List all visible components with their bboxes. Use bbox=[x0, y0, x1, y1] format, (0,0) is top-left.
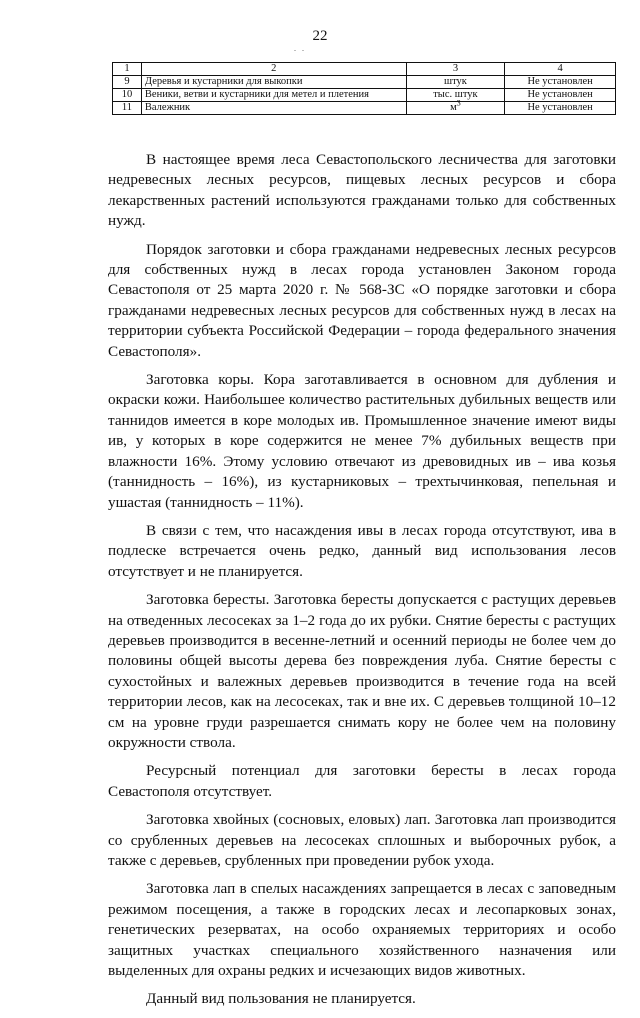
paragraph: Порядок заготовки и сбора гражданами недревесных лесных ресурсов для собственных нужд в лесах города установлен Законом города Севастополя от 25 марта 2020 г. № 568-ЗС «О порядке заготовки и сбора гражданами недревесных лесных ресурсов для собственных нужд в лесах на территории субъекта Российской Федерации – города федерального значения Севастополя». bbox=[108, 240, 616, 360]
header-cell-1: 1 bbox=[113, 63, 142, 76]
header-cell-4: 4 bbox=[505, 63, 616, 76]
paragraph: Заготовка хвойных (сосновых, еловых) лап. Заготовка лап производится со срубленных деревьев на лесосеках сплошных и выборочных рубок, а также с деревьев, срубленных при проведении рубок ухода. bbox=[108, 811, 616, 869]
unit-text: тыс. штук bbox=[433, 89, 478, 100]
unit-text: м bbox=[450, 102, 457, 113]
header-cell-2: 2 bbox=[141, 63, 406, 76]
paragraph: Заготовка коры. Кора заготавливается в основном для дубления и окраски кожи. Наибольшее количество растительных дубильных веществ или таннидов имеется в коре молодых ив. Промышленное значение имеют виды ив, у которых в коре содержится не менее 7% дубильных веществ при влажности 16%. Этому условию отвечают из древовидных ив – ива козья (таннидность – 16%), из кустарниковых – трехтычинковая, пепельная и ушастая (таннидность – 11%). bbox=[108, 371, 616, 511]
row-number: 9 bbox=[113, 76, 142, 89]
paragraph: Ресурсный потенциал для заготовки бересты в лесах города Севастополя отсутствует. bbox=[108, 762, 616, 800]
paragraph: Данный вид пользования не планируется. bbox=[146, 990, 416, 1008]
resource-status: Не установлен bbox=[505, 102, 616, 115]
unit-superscript: 3 bbox=[456, 98, 461, 108]
paragraph: Заготовка лап в спелых насаждениях запрещается в лесах с заповедным режимом посещения, а также в городских лесах и лесопарковых зонах, генетических резерватах, на особо охраняемых территориях и особо защитных участках специального хозяйственного назначения или выделенных для охраны редких и исчезающих видов животных. bbox=[108, 880, 616, 980]
table-header-row bbox=[113, 63, 616, 76]
resource-unit bbox=[406, 76, 505, 89]
table-row bbox=[113, 102, 616, 115]
document-body bbox=[108, 150, 616, 1018]
paragraph: В связи с тем, что насаждения ивы в лесах города отсутствуют, ива в подлеске встречается очень редко, данный вид использования лесов отсутствует и не планируется. bbox=[108, 521, 616, 580]
table-row bbox=[113, 76, 616, 89]
resource-name: Веники, ветви и кустарники для метел и плетения bbox=[141, 89, 406, 102]
resource-status: Не установлен bbox=[505, 76, 616, 89]
unit-text: штук bbox=[444, 76, 467, 87]
paragraph: В настоящее время леса Севастопольского лесничества для заготовки недревесных лесных ресурсов, пищевых лесных ресурсов и сбора лекарственных растений используются гражданами только для собственных нужд. bbox=[108, 151, 616, 230]
paragraph: Заготовка бересты. Заготовка бересты допускается с растущих деревьев на отведенных лесосеках за 1–2 года до их рубки. Снятие бересты с растущих деревьев производится в весенне-летний и осенний периоды не более чем до половины общей высоты дерева без повреждения луба. Снятие бересты с сухостойных и валежных деревьев производится в течение года на всей территории лесов, как на лесосеках, так и вне их. С деревьев толщиной 10–12 см на уровне груди разрешается снимать кору не более чем на половину окружности ствола. bbox=[108, 591, 616, 751]
resource-unit bbox=[406, 98, 505, 115]
row-number: 11 bbox=[113, 102, 142, 115]
header-cell-3: 3 bbox=[406, 63, 505, 76]
resource-table bbox=[112, 62, 616, 115]
scan-speck: . . bbox=[294, 44, 306, 53]
resource-unit bbox=[406, 89, 505, 102]
resource-status: Не установлен bbox=[505, 89, 616, 102]
resource-name: Валежник bbox=[141, 102, 406, 115]
table-row bbox=[113, 89, 616, 102]
row-number: 10 bbox=[113, 89, 142, 102]
resource-name: Деревья и кустарники для выкопки bbox=[141, 76, 406, 89]
page-number: 22 bbox=[312, 28, 328, 44]
